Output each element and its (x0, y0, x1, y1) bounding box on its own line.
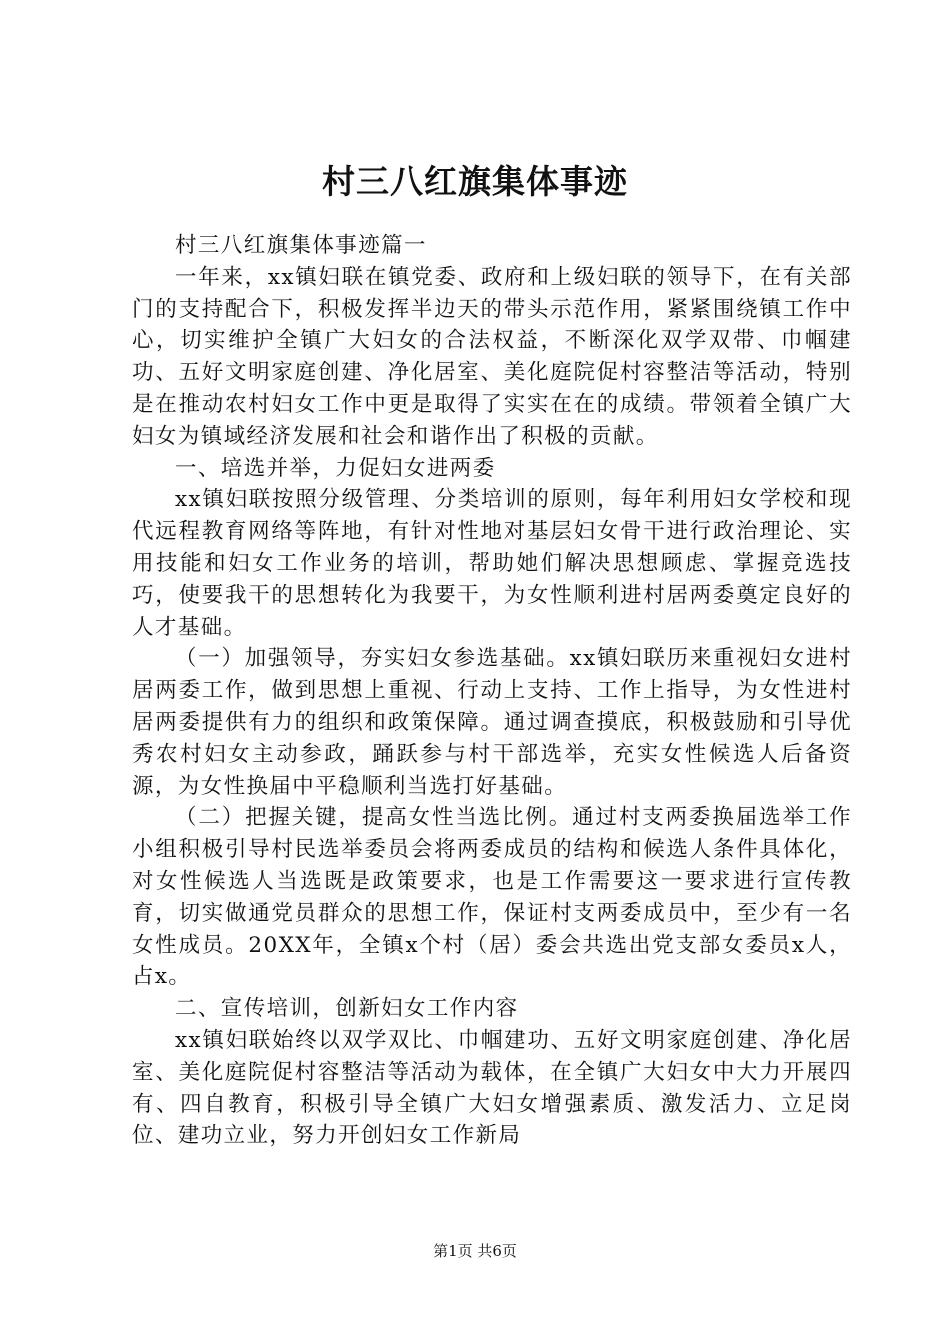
leadership-paragraph: （一）加强领导，夯实妇女参选基础。xx镇妇联历来重视妇女进村居两委工作，做到思想上重视、行动上支持、工作上指导，为女性进村居两委提供有力的组织和政策保障。通过调查摸底，积极鼓励和引导优秀农村妇女主动参政，踊跃参与村干部选举，充实女性候选人后备资源，为女性换届中平稳顺利当选打好基础。 (132, 646, 852, 799)
document-title: 村三八红旗集体事迹 (322, 162, 628, 201)
intro-paragraph: 一年来，xx镇妇联在镇党委、政府和上级妇联的领导下，在有关部门的支持配合下，积极发挥半边天的带头示范作用，紧紧围绕镇工作中心，切实维护全镇广大妇女的合法权益，不断深化双学双带、巾帼建功、五好文明家庭创建、净化居室、美化庭院促村容整洁等活动，特别是在推动农村妇女工作中更是取得了实实在在的成绩。带领着全镇广大妇女为镇域经济发展和社会和谐作出了积极的贡献。 (132, 264, 852, 449)
page-footer: 第1页 共6页 (433, 1242, 517, 1260)
section-heading-two: 二、宣传培训，创新妇女工作内容 (175, 996, 519, 1022)
document-body (132, 230, 852, 1152)
election-ratio-paragraph: （二）把握关键，提高女性当选比例。通过村支两委换届选举工作小组积极引导村民选举委员会将两委成员的结构和候选人条件具体化，对女性候选人当选既是政策要求，也是工作需要这一要求进行宣传教育，切实做通党员群众的思想工作，保证村支两委成员中，至少有一名女性成员。20XX年，全镇x个村（居）委会共选出党支部女委员x人，占x。 (132, 805, 852, 990)
section-heading-one: 一、培选并举，力促妇女进两委 (175, 455, 496, 481)
activities-paragraph: xx镇妇联始终以双学双比、巾帼建功、五好文明家庭创建、净化居室、美化庭院促村容整洁等活动为载体，在全镇广大妇女中大力开展四有、四自教育，积极引导全镇广大妇女增强素质、激发活力、立足岗位、建功立业，努力开创妇女工作新局 (132, 1027, 852, 1149)
training-paragraph: xx镇妇联按照分级管理、分类培训的原则，每年利用妇女学校和现代远程教育网络等阵地，有针对性地对基层妇女骨干进行政治理论、实用技能和妇女工作业务的培训，帮助她们解决思想顾虑、掌握竞选技巧，使要我干的思想转化为我要干，为女性顺利进村居两委奠定良好的人才基础。 (132, 487, 852, 640)
section-heading-article-one: 村三八红旗集体事迹篇一 (175, 233, 427, 258)
